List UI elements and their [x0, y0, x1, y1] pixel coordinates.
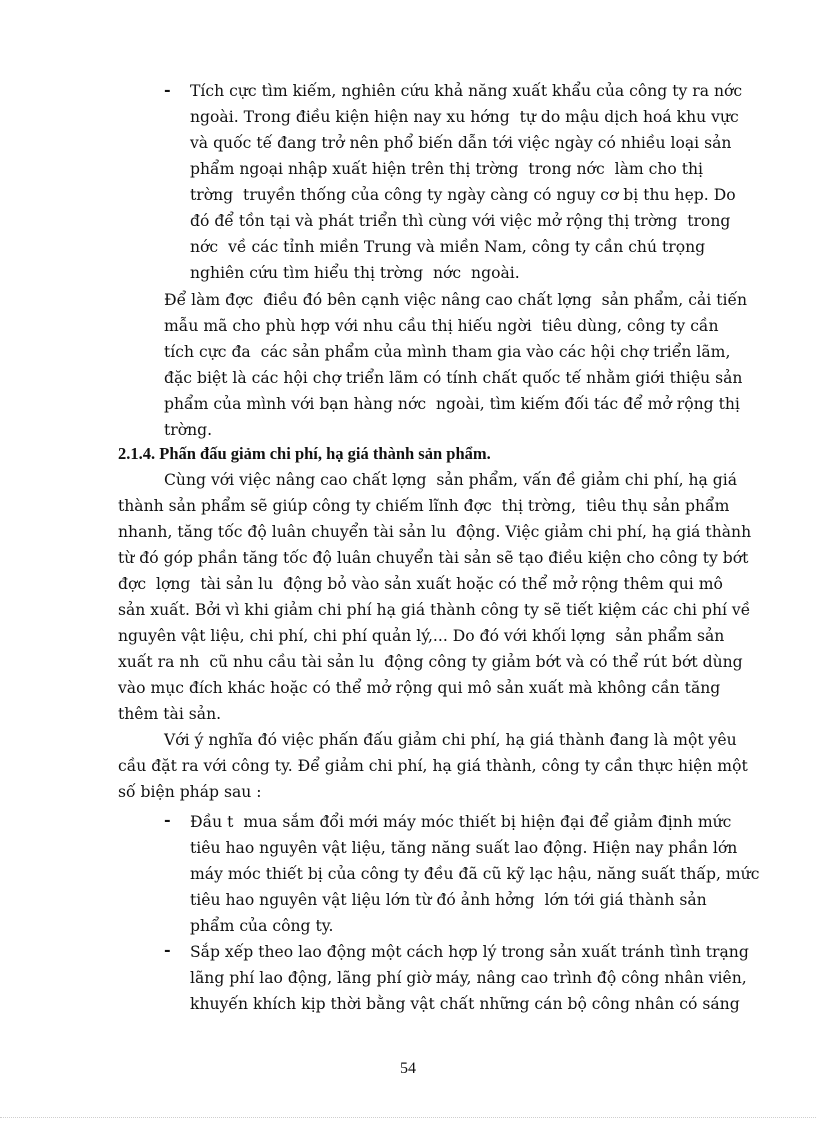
text-line: nghiên cứu tìm hiểu thị trờng nớc ngoài.: [190, 264, 520, 282]
text-line: đặc biệt là các hội chợ triển lãm có tính chất quốc tế nhằm giới thiệu sản: [164, 369, 743, 387]
page-bottom-rule: [0, 1117, 816, 1118]
text-line: đó để tồn tại và phát triển thì cùng với việc mở rộng thị trờng trong: [190, 212, 731, 230]
text-line: Để làm đợc điều đó bên cạnh việc nâng cao chất lợng sản phẩm, cải tiến: [164, 291, 748, 309]
text-line: và quốc tế đang trở nên phổ biến dẫn tới việc ngày có nhiều loại sản: [190, 134, 732, 152]
bullet-dash: -: [164, 80, 171, 99]
text-line: nguyên vật liệu, chi phí, chi phí quản lý,... Do đó với khối lợng sản phẩm sản: [118, 627, 725, 645]
text-line: Sắp xếp theo lao động một cách hợp lý trong sản xuất tránh tình trạng: [190, 943, 749, 961]
text-line: mẫu mã cho phù hợp với nhu cầu thị hiếu ngời tiêu dùng, công ty cần: [164, 317, 719, 335]
bullet-dash: -: [164, 810, 171, 829]
page-number: 54: [400, 1060, 416, 1077]
text-line: sản xuất. Bởi vì khi giảm chi phí hạ giá thành công ty sẽ tiết kiệm các chi phí về: [118, 601, 751, 619]
text-line: nhanh, tăng tốc độ luân chuyển tài sản lu động. Việc giảm chi phí, hạ giá thành: [118, 523, 752, 541]
text-line: thêm tài sản.: [118, 705, 222, 723]
section-heading: 2.1.4. Phấn đấu giảm chi phí, hạ giá thành sản phẩm.: [118, 444, 491, 463]
text-line: phẩm của công ty.: [190, 917, 334, 935]
text-line: đợc lợng tài sản lu động bỏ vào sản xuất hoặc có thể mở rộng thêm qui mô: [118, 575, 723, 593]
text-line: phẩm của mình với bạn hàng nớc ngoài, tìm kiếm đối tác để mở rộng thị: [164, 395, 740, 413]
text-line: tiêu hao nguyên vật liệu, tăng năng suất lao động. Hiện nay phần lớn: [190, 839, 738, 857]
text-line: Với ý nghĩa đó việc phấn đấu giảm chi phí, hạ giá thành đang là một yêu: [164, 731, 737, 749]
text-line: Tích cực tìm kiếm, nghiên cứu khả năng xuất khẩu của công ty ra nớc: [190, 82, 743, 100]
text-line: trờng truyền thống của công ty ngày càng có nguy cơ bị thu hẹp. Do: [190, 186, 736, 204]
text-line: thành sản phẩm sẽ giúp công ty chiếm lĩnh đợc thị trờng, tiêu thụ sản phẩm: [118, 497, 730, 515]
text-line: lãng phí lao động, lãng phí giờ máy, nâng cao trình độ công nhân viên,: [190, 969, 747, 987]
text-line: khuyến khích kịp thời bằng vật chất những cán bộ công nhân có sáng: [190, 995, 740, 1013]
text-line: tiêu hao nguyên vật liệu lớn từ đó ảnh hởng lớn tới giá thành sản: [190, 891, 707, 909]
text-line: số biện pháp sau :: [118, 783, 262, 801]
text-line: cầu đặt ra với công ty. Để giảm chi phí, hạ giá thành, công ty cần thực hiện một: [118, 757, 748, 775]
text-line: phẩm ngoại nhập xuất hiện trên thị trờng trong nớc làm cho thị: [190, 160, 704, 178]
text-line: xuất ra nh cũ nhu cầu tài sản lu động công ty giảm bớt và có thể rút bớt dùng: [118, 653, 743, 671]
bullet-dash: -: [164, 940, 171, 959]
text-line: vào mục đích khác hoặc có thể mở rộng qui mô sản xuất mà không cần tăng: [118, 679, 721, 697]
text-line: ngoài. Trong điều kiện hiện nay xu hớng tự do mậu dịch hoá khu vực: [190, 108, 739, 126]
text-line: máy móc thiết bị của công ty đều đã cũ kỹ lạc hậu, năng suất thấp, mức: [190, 865, 760, 883]
text-line: nớc về các tỉnh miền Trung và miền Nam, công ty cần chú trọng: [190, 238, 706, 256]
text-line: Cùng với việc nâng cao chất lợng sản phẩm, vấn đề giảm chi phí, hạ giá: [164, 471, 738, 489]
text-line: trờng.: [164, 421, 213, 439]
text-line: tích cực đa các sản phẩm của mình tham gia vào các hội chợ triển lãm,: [164, 343, 731, 361]
text-line: từ đó góp phần tăng tốc độ luân chuyển tài sản sẽ tạo điều kiện cho công ty bớt: [118, 549, 749, 567]
text-line: Đầu t mua sắm đổi mới máy móc thiết bị hiện đại để giảm định mức: [190, 813, 732, 831]
